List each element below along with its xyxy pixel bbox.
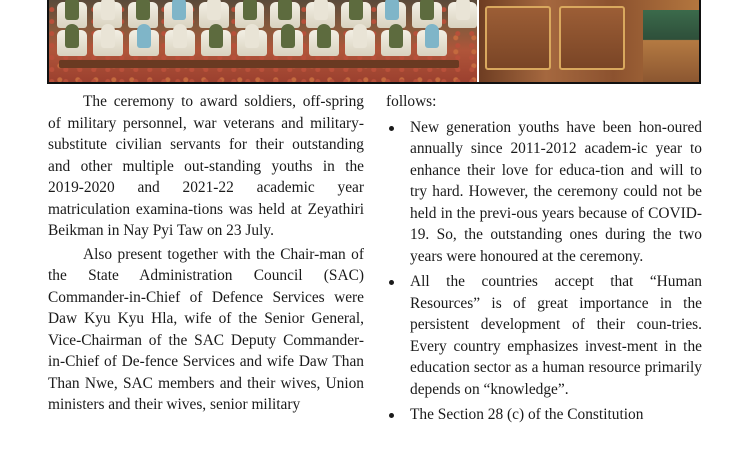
- list-item: [386, 117, 702, 268]
- audience-photo-section: [49, 0, 477, 84]
- bullet-icon: [389, 126, 394, 131]
- front-tables: [59, 60, 459, 68]
- audience-front-row: [57, 30, 477, 56]
- podium: [643, 10, 701, 84]
- bullet-icon: [389, 280, 394, 285]
- paragraph: Also present together with the Chair-man of the State Administration Council (SAC) Commander-in-Chief of Defence Services were Daw Kyu Kyu Hla, wife of the Senior General, Vice-Chairman of the SAC Deputy Commander-in-Chief of De-fence Services and wife Daw Than Than Nwe, SAC members and their wives, Union ministers and their wives, senior military: [48, 245, 364, 413]
- list-item-text: The Section 28 (c) of the Constitution: [410, 406, 644, 423]
- podium-photo-section: [479, 0, 701, 84]
- audience-back-row: [57, 2, 477, 28]
- list-item-text: New generation youths have been hon-oured annually since 2011-2012 academ-ic year to enhance their love for educa-tion and will to try hard. However, the ceremony could not be held in the previ-ous years because of COVID-19. So, the outstanding ones during the two years were honoured at the ceremony.: [410, 118, 702, 265]
- bullet-list: [386, 117, 702, 426]
- paragraph-continuation: follows:: [386, 93, 437, 110]
- list-item: [386, 404, 702, 426]
- article-column-right: [386, 91, 702, 430]
- list-item-text: All the countries accept that “Human Resources” is of great importance in the persistent development of their coun-tries. Every country emphasizes invest-ment in the education sector as a human resource primarily depends on “knowledge”.: [410, 273, 702, 398]
- bullet-icon: [389, 413, 394, 418]
- paragraph: The ceremony to award soldiers, off-spring of military personnel, war veterans and military-substitute civilian servants for their outstanding and other multiple out-standing youths in the 2019-2020 and 2021-22 academic year matriculation examina-tions was held at Zeyathiri Beikman in Nay Pyi Taw on 23 July.: [48, 93, 364, 239]
- article-column-left: [48, 91, 364, 418]
- ceremony-photo: [47, 0, 701, 84]
- list-item: [386, 271, 702, 400]
